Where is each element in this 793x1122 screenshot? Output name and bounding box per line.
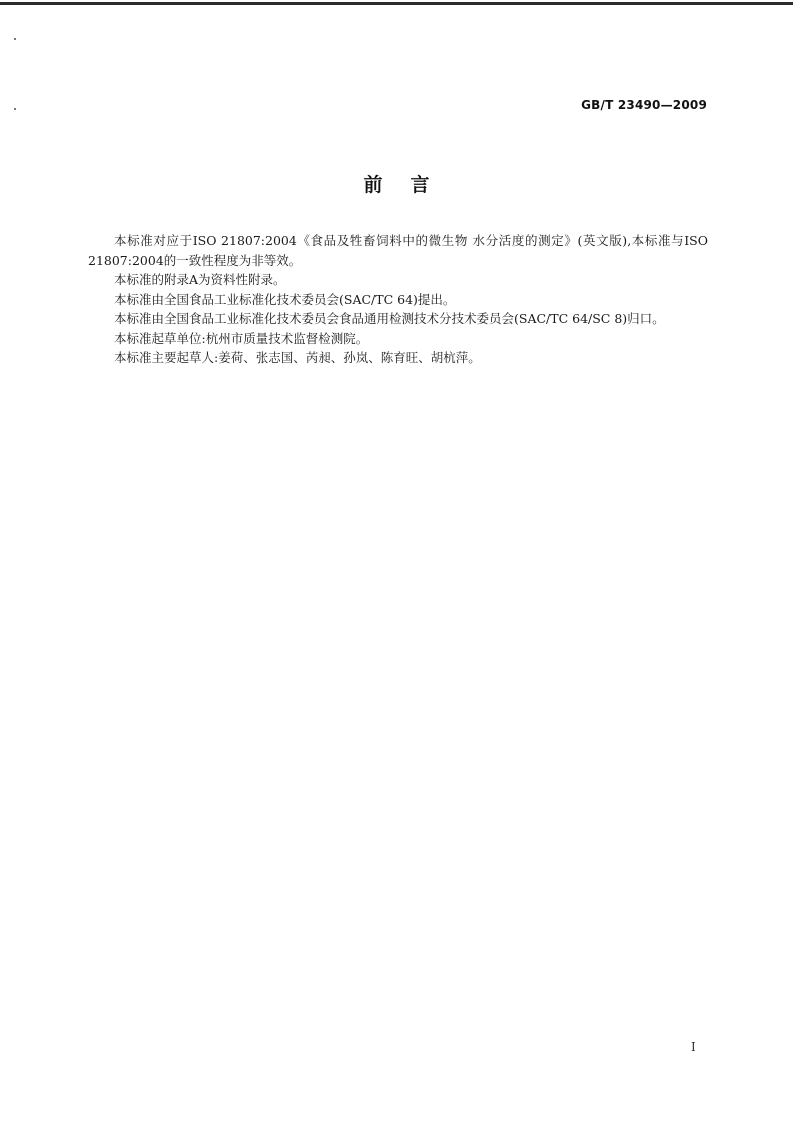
foreword-body xyxy=(88,231,708,368)
scan-speck xyxy=(14,38,16,40)
paragraph-appendix: 本标准的附录A为资料性附录。 xyxy=(114,272,286,287)
top-border-line xyxy=(0,2,793,5)
page-number: I xyxy=(691,1040,696,1054)
paragraph-administered-by: 本标准由全国食品工业标准化技术委员会食品通用检测技术分技术委员会(SAC/TC 64/SC 8)归口。 xyxy=(114,311,665,326)
standard-number: GB/T 23490—2009 xyxy=(581,98,707,112)
paragraph-drafters: 本标准主要起草人:姜荷、张志国、芮昶、孙岚、陈育旺、胡杭萍。 xyxy=(114,350,481,365)
paragraph-correspondence: 本标准对应于ISO 21807:2004《食品及牲畜饲料中的微生物 水分活度的测定》(英文版),本标准与ISO 21807:2004的一致性程度为非等效。 xyxy=(88,233,708,268)
paragraph-proposed-by: 本标准由全国食品工业标准化技术委员会(SAC/TC 64)提出。 xyxy=(114,291,456,307)
paragraph-drafting-unit: 本标准起草单位:杭州市质量技术监督检测院。 xyxy=(114,330,369,346)
scan-speck xyxy=(14,108,16,110)
page-title: 前言 xyxy=(363,174,458,196)
